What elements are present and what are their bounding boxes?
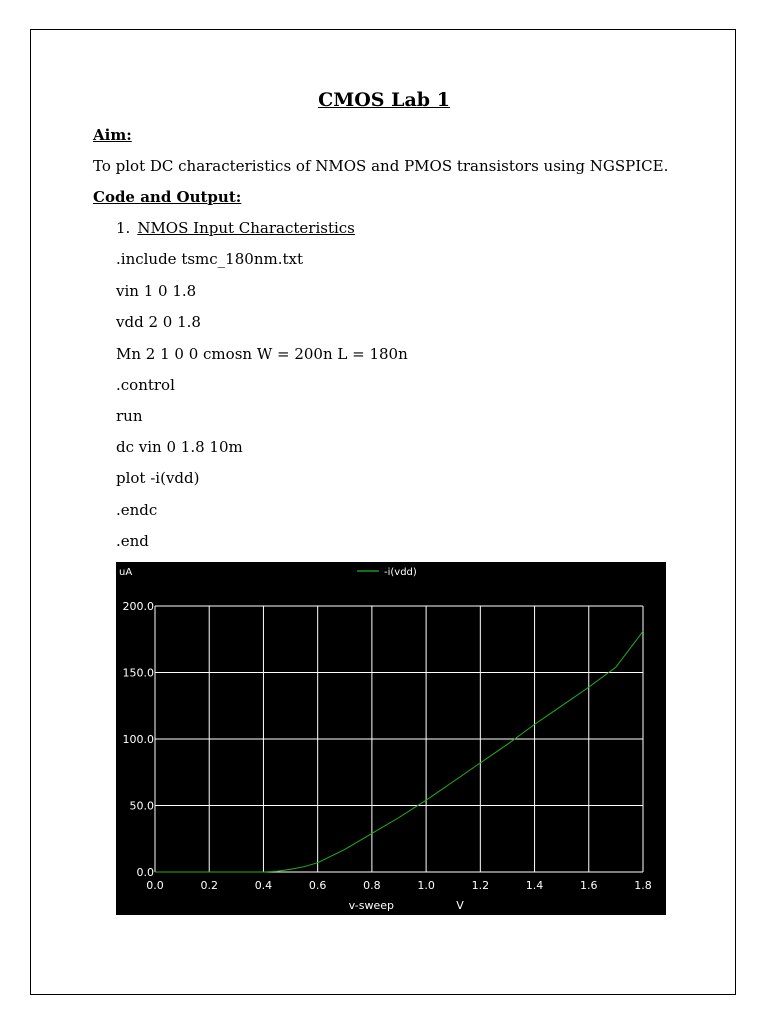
section-number: 1. <box>116 219 131 237</box>
x-tick-label: 1.6 <box>580 879 598 892</box>
y-unit-label: uA <box>119 567 133 578</box>
x-tick-label: 1.4 <box>525 879 544 892</box>
code-line: .include tsmc_180nm.txt <box>116 250 303 268</box>
section-label: NMOS Input Characteristics <box>137 219 355 237</box>
x-tick-label: 0.2 <box>200 879 218 892</box>
code-line: .control <box>116 376 175 394</box>
code-line: Mn 2 1 0 0 cmosn W = 200n L = 180n <box>116 345 408 363</box>
x-tick-label: 0.0 <box>146 879 164 892</box>
y-tick-label: 50.0 <box>129 799 154 813</box>
code-line: run <box>116 407 143 425</box>
legend-label: -i(vdd) <box>384 567 417 578</box>
y-tick-label: 200.0 <box>122 600 154 613</box>
x-tick-label: 0.6 <box>308 879 327 892</box>
code-line: dc vin 0 1.8 10m <box>116 438 243 456</box>
series-line-i-vdd <box>155 631 643 872</box>
document-title: CMOS Lab 1 <box>318 89 450 111</box>
code-line: vdd 2 0 1.8 <box>116 313 201 331</box>
x-tick-label: 0.8 <box>363 879 381 892</box>
code-line: vin 1 0 1.8 <box>116 282 197 300</box>
code-line: .end <box>116 532 149 550</box>
y-tick-label: 150.0 <box>122 666 154 680</box>
x-axis-label: v-sweep <box>348 899 394 912</box>
x-tick-label: 1.8 <box>634 879 652 892</box>
x-tick-label: 0.4 <box>254 879 273 892</box>
aim-text: To plot DC characteristics of NMOS and PMOS transistors using NGSPICE. <box>93 157 669 175</box>
y-tick-label: 0.0 <box>136 866 154 879</box>
x-tick-label: 1.2 <box>471 879 490 892</box>
ngspice-plot <box>116 562 666 915</box>
code-output-heading: Code and Output: <box>93 188 242 206</box>
plot-canvas <box>116 562 666 915</box>
code-line: .endc <box>116 501 158 519</box>
section-item <box>116 219 355 237</box>
x-tick-label: 1.0 <box>417 879 435 892</box>
y-tick-label: 100.0 <box>122 733 154 746</box>
code-line: plot -i(vdd) <box>116 469 200 487</box>
x-unit-label: V <box>456 899 464 912</box>
aim-heading: Aim: <box>93 126 132 144</box>
